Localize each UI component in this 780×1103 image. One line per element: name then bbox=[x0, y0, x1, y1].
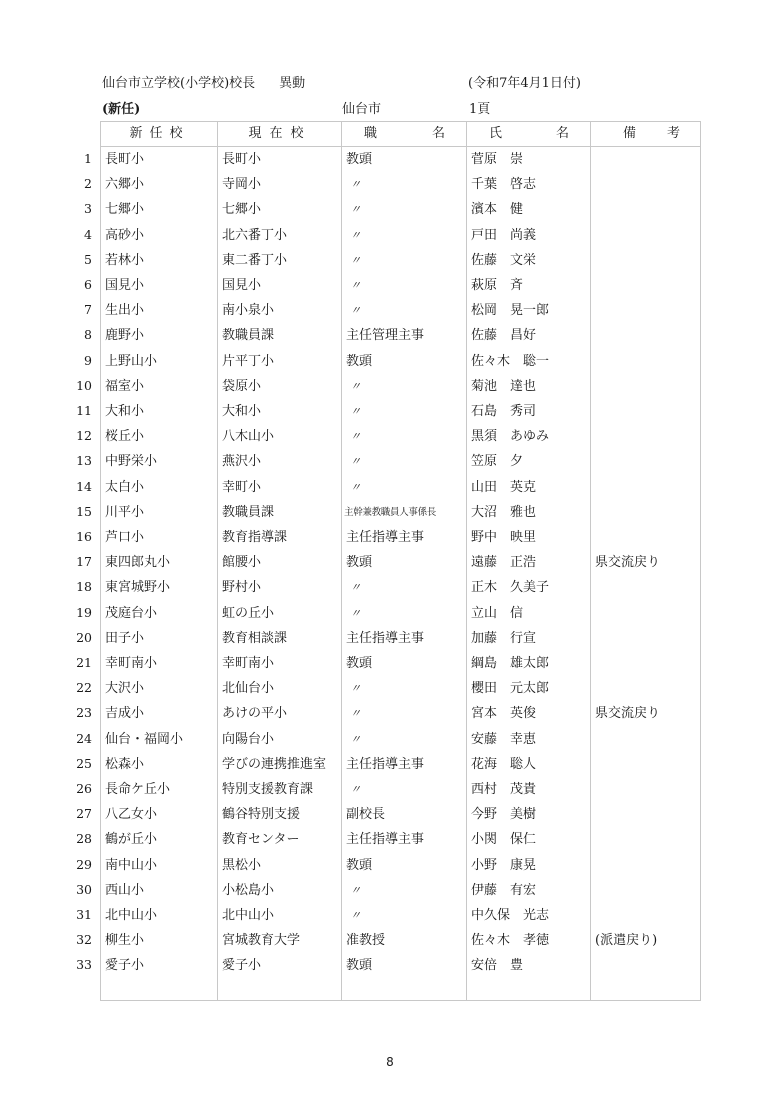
current-school-cell: 北仙台小 bbox=[222, 681, 275, 697]
name-cell: 西村 茂貴 bbox=[471, 782, 537, 797]
name-cell: 菊池 達也 bbox=[471, 378, 537, 394]
name-cell: 千葉 啓志 bbox=[471, 177, 537, 193]
table-row bbox=[101, 802, 700, 827]
position-cell: 〃 bbox=[350, 253, 361, 267]
position-cell: 〃 bbox=[350, 909, 361, 922]
table-row bbox=[101, 953, 700, 978]
row-number: 12 bbox=[76, 428, 92, 444]
new-school-cell: 六郷小 bbox=[105, 177, 145, 193]
position-cell: 教頭 bbox=[346, 555, 373, 571]
table-row bbox=[101, 172, 700, 197]
position-cell: 〃 bbox=[350, 455, 361, 469]
current-school-cell: 教育センター bbox=[222, 832, 300, 848]
position-cell: 教頭 bbox=[346, 958, 373, 974]
position-cell: 〃 bbox=[350, 203, 361, 217]
position-cell: 教頭 bbox=[346, 353, 373, 369]
position-cell: 主任指導主事 bbox=[346, 832, 425, 848]
table-row bbox=[101, 349, 700, 374]
current-school-cell: 野村小 bbox=[222, 580, 262, 596]
table-row bbox=[101, 500, 700, 525]
name-cell: 小野 康晃 bbox=[471, 857, 537, 873]
name-cell: 戸田 尚義 bbox=[471, 227, 537, 243]
position-cell: 主任指導主事 bbox=[346, 530, 425, 545]
new-school-cell: 松森小 bbox=[105, 756, 145, 772]
new-school-cell: 若林小 bbox=[105, 252, 145, 268]
table-row bbox=[101, 248, 700, 273]
new-school-cell: 吉成小 bbox=[105, 706, 145, 722]
new-school-cell: 上野山小 bbox=[105, 353, 158, 369]
position-cell: 〃 bbox=[350, 405, 361, 418]
position-cell: 主幹兼教職員人事係長 bbox=[344, 506, 437, 518]
row-number: 8 bbox=[84, 327, 92, 343]
row-number: 17 bbox=[76, 554, 92, 570]
name-cell: 宮本 英俊 bbox=[471, 706, 537, 722]
current-school-cell: 袋原小 bbox=[222, 378, 262, 394]
new-school-cell: 鹿野小 bbox=[105, 328, 145, 344]
table-row bbox=[101, 853, 700, 878]
current-school-cell: あけの平小 bbox=[222, 706, 288, 722]
current-school-cell: 国見小 bbox=[222, 278, 262, 293]
name-cell: 佐藤 昌好 bbox=[471, 328, 537, 344]
name-cell: 濱本 健 bbox=[471, 202, 524, 218]
position-cell: 〃 bbox=[350, 732, 361, 746]
header-remarks: 備 考 bbox=[623, 126, 680, 141]
position-cell: 〃 bbox=[350, 883, 361, 897]
current-school-cell: 宮城教育大学 bbox=[222, 933, 301, 949]
current-school-cell: 特別支援教育課 bbox=[222, 782, 314, 797]
position-cell: 副校長 bbox=[346, 807, 386, 823]
table-row bbox=[101, 298, 700, 323]
name-cell: 櫻田 元太郎 bbox=[471, 681, 550, 697]
row-number: 2 bbox=[84, 176, 92, 192]
name-cell: 野中 映里 bbox=[471, 530, 537, 545]
row-number: 13 bbox=[76, 453, 92, 469]
name-cell: 石島 秀司 bbox=[471, 404, 537, 419]
position-cell: 主任管理主事 bbox=[346, 328, 425, 344]
new-school-cell: 仙台・福岡小 bbox=[105, 731, 184, 747]
current-school-cell: 大和小 bbox=[222, 404, 262, 419]
name-cell: 中久保 光志 bbox=[471, 908, 550, 923]
row-number: 5 bbox=[84, 251, 92, 267]
row-number: 3 bbox=[84, 201, 92, 217]
title-text: 仙台市立学校(小学校)校長 bbox=[102, 76, 256, 91]
row-number: 24 bbox=[76, 730, 92, 746]
row-number: 11 bbox=[76, 403, 92, 418]
row-number: 28 bbox=[76, 831, 92, 847]
name-cell: 小関 保仁 bbox=[471, 832, 537, 848]
new-school-cell: 中野栄小 bbox=[105, 454, 158, 470]
row-number: 22 bbox=[76, 680, 92, 696]
new-school-cell: 川平小 bbox=[105, 504, 145, 520]
new-school-cell: 大沢小 bbox=[105, 681, 145, 697]
table-row bbox=[101, 575, 700, 600]
new-school-cell: 幸町南小 bbox=[105, 656, 158, 671]
name-cell: 佐藤 文栄 bbox=[471, 252, 537, 268]
name-cell: 山田 英克 bbox=[471, 479, 537, 495]
current-school-cell: 教職員課 bbox=[222, 504, 275, 520]
table-row bbox=[101, 928, 700, 953]
name-cell: 菅原 崇 bbox=[471, 152, 524, 167]
new-school-cell: 国見小 bbox=[105, 278, 145, 293]
header-current-school: 現在校 bbox=[248, 126, 312, 141]
remarks-cell: 県交流戻り bbox=[595, 555, 661, 571]
name-cell: 大沼 雅也 bbox=[471, 504, 537, 520]
table-row bbox=[101, 878, 700, 903]
name-cell: 加藤 行宣 bbox=[471, 630, 537, 646]
new-school-cell: 東宮城野小 bbox=[105, 580, 171, 596]
position-cell: 〃 bbox=[350, 707, 361, 721]
current-school-cell: 向陽台小 bbox=[222, 731, 275, 747]
row-number: 21 bbox=[76, 655, 92, 670]
position-cell: 教頭 bbox=[346, 656, 373, 671]
table-row bbox=[101, 701, 700, 726]
current-school-cell: 鶴谷特別支援 bbox=[222, 807, 301, 823]
new-school-cell: 南中山小 bbox=[105, 857, 158, 873]
row-number: 9 bbox=[84, 352, 92, 368]
current-school-cell: 八木山小 bbox=[222, 429, 275, 445]
position-cell: 准教授 bbox=[346, 933, 386, 949]
name-cell: 佐々木 孝徳 bbox=[471, 933, 550, 949]
table-row bbox=[101, 550, 700, 575]
name-cell: 萩原 斉 bbox=[471, 278, 524, 293]
name-cell: 笠原 夕 bbox=[471, 454, 524, 470]
new-school-cell: 田子小 bbox=[105, 630, 145, 646]
position-cell: 〃 bbox=[350, 480, 361, 494]
name-cell: 今野 美樹 bbox=[471, 807, 537, 823]
new-school-cell: 太白小 bbox=[105, 479, 145, 495]
name-cell: 綱島 雄太郎 bbox=[471, 656, 550, 671]
position-cell: 〃 bbox=[350, 178, 361, 192]
current-school-cell: 片平丁小 bbox=[222, 353, 275, 369]
document-title bbox=[102, 76, 305, 92]
position-cell: 〃 bbox=[350, 379, 361, 393]
new-school-cell: 桜丘小 bbox=[105, 429, 145, 445]
table-row bbox=[101, 374, 700, 399]
table-row bbox=[101, 223, 700, 248]
new-school-cell: 西山小 bbox=[105, 882, 145, 898]
position-cell: 〃 bbox=[350, 581, 361, 595]
new-school-cell: 東四郎丸小 bbox=[105, 555, 171, 571]
table-row bbox=[101, 903, 700, 928]
section-label: (新任) bbox=[102, 102, 141, 117]
row-number: 6 bbox=[84, 277, 92, 292]
table-row bbox=[101, 424, 700, 449]
new-school-cell: 高砂小 bbox=[105, 227, 145, 243]
page-number: 8 bbox=[386, 1055, 394, 1069]
name-cell: 正木 久美子 bbox=[471, 580, 550, 596]
table-row bbox=[101, 399, 700, 424]
position-cell: 〃 bbox=[350, 682, 361, 696]
row-number: 4 bbox=[84, 226, 92, 242]
current-school-cell: 東二番丁小 bbox=[222, 252, 288, 268]
new-school-cell: 福室小 bbox=[105, 378, 145, 394]
current-school-cell: 長町小 bbox=[222, 152, 262, 167]
name-cell: 安倍 豊 bbox=[471, 958, 524, 974]
current-school-cell: 北六番丁小 bbox=[222, 227, 288, 243]
name-cell: 花海 聡人 bbox=[471, 756, 537, 772]
current-school-cell: 幸町小 bbox=[222, 479, 262, 495]
row-number: 27 bbox=[76, 806, 92, 822]
row-number: 23 bbox=[76, 705, 92, 721]
remarks-cell: 県交流戻り bbox=[595, 706, 661, 722]
new-school-cell: 愛子小 bbox=[105, 958, 145, 974]
new-school-cell: 柳生小 bbox=[105, 933, 145, 949]
header-name: 氏 名 bbox=[489, 126, 569, 141]
row-number: 15 bbox=[76, 503, 92, 519]
title-suffix: 異動 bbox=[279, 76, 306, 91]
new-school-cell: 芦口小 bbox=[105, 530, 145, 545]
position-cell: 教頭 bbox=[346, 152, 373, 167]
current-school-cell: 南小泉小 bbox=[222, 303, 275, 319]
current-school-cell: 愛子小 bbox=[222, 958, 262, 974]
table-row bbox=[101, 651, 700, 676]
table-row bbox=[101, 475, 700, 500]
name-cell: 松岡 晃一郎 bbox=[471, 303, 550, 319]
row-number: 7 bbox=[84, 302, 92, 318]
table-header-row bbox=[101, 122, 700, 147]
new-school-cell: 長命ケ丘小 bbox=[105, 782, 171, 797]
row-number: 29 bbox=[76, 856, 92, 872]
personnel-table bbox=[100, 121, 701, 1001]
current-school-cell: 寺岡小 bbox=[222, 177, 262, 193]
name-cell: 安藤 幸恵 bbox=[471, 731, 537, 747]
header-new-school: 新任校 bbox=[129, 126, 190, 141]
new-school-cell: 八乙女小 bbox=[105, 807, 158, 823]
position-cell: 〃 bbox=[350, 304, 361, 318]
row-number: 10 bbox=[76, 377, 92, 393]
city-label: 仙台市 bbox=[342, 102, 382, 117]
table-row bbox=[101, 147, 700, 172]
current-school-cell: 虹の丘小 bbox=[222, 605, 275, 621]
name-cell: 立山 信 bbox=[471, 605, 524, 621]
row-number: 30 bbox=[76, 881, 92, 897]
page-reference: 1頁 bbox=[469, 102, 491, 117]
remarks-cell: (派遣戻り) bbox=[595, 933, 658, 949]
name-cell: 佐々木 聡一 bbox=[471, 353, 550, 369]
position-cell: 主任指導主事 bbox=[346, 630, 425, 646]
current-school-cell: 黒松小 bbox=[222, 857, 262, 873]
position-cell: 〃 bbox=[350, 606, 361, 620]
effective-date: (令和7年4月1日付) bbox=[468, 76, 581, 91]
row-number: 19 bbox=[76, 604, 92, 620]
new-school-cell: 鶴が丘小 bbox=[105, 832, 158, 848]
position-cell: 主任指導主事 bbox=[346, 756, 425, 772]
new-school-cell: 大和小 bbox=[105, 404, 145, 419]
new-school-cell: 長町小 bbox=[105, 152, 145, 167]
new-school-cell: 北中山小 bbox=[105, 908, 158, 923]
current-school-cell: 学びの連携推進室 bbox=[222, 756, 327, 772]
current-school-cell: 小松島小 bbox=[222, 882, 275, 898]
row-number: 26 bbox=[76, 781, 92, 796]
current-school-cell: 幸町南小 bbox=[222, 656, 275, 671]
current-school-cell: 教育相談課 bbox=[222, 630, 288, 646]
position-cell: 〃 bbox=[350, 783, 361, 796]
new-school-cell: 茂庭台小 bbox=[105, 605, 158, 621]
current-school-cell: 七郷小 bbox=[222, 202, 262, 218]
name-cell: 遠藤 正浩 bbox=[471, 555, 537, 571]
name-cell: 伊藤 有宏 bbox=[471, 882, 537, 898]
table-row bbox=[101, 323, 700, 348]
new-school-cell: 生出小 bbox=[105, 303, 145, 319]
table-row bbox=[101, 777, 700, 802]
table-row bbox=[101, 752, 700, 777]
row-number: 25 bbox=[76, 755, 92, 771]
position-cell: 教頭 bbox=[346, 857, 373, 873]
current-school-cell: 北中山小 bbox=[222, 908, 275, 923]
new-school-cell: 七郷小 bbox=[105, 202, 145, 218]
table-row bbox=[101, 676, 700, 701]
name-cell: 黒須 あゆみ bbox=[471, 429, 550, 445]
row-number: 1 bbox=[84, 151, 92, 166]
table-row bbox=[101, 727, 700, 752]
table-row bbox=[101, 525, 700, 550]
row-number: 18 bbox=[76, 579, 92, 595]
current-school-cell: 教育指導課 bbox=[222, 530, 288, 545]
current-school-cell: 館腰小 bbox=[222, 555, 262, 571]
current-school-cell: 燕沢小 bbox=[222, 454, 262, 470]
position-cell: 〃 bbox=[350, 228, 361, 242]
row-number: 32 bbox=[76, 932, 92, 948]
table-row bbox=[101, 601, 700, 626]
row-number: 14 bbox=[76, 478, 92, 494]
table-row bbox=[101, 273, 700, 298]
table-row bbox=[101, 626, 700, 651]
row-number: 16 bbox=[76, 529, 92, 544]
position-cell: 〃 bbox=[350, 279, 361, 292]
table-row bbox=[101, 449, 700, 474]
current-school-cell: 教職員課 bbox=[222, 328, 275, 344]
row-number: 31 bbox=[76, 907, 92, 922]
table-row bbox=[101, 827, 700, 852]
row-number: 33 bbox=[76, 957, 92, 973]
header-position: 職 名 bbox=[364, 126, 445, 141]
row-number: 20 bbox=[76, 629, 92, 645]
table-row bbox=[101, 197, 700, 222]
position-cell: 〃 bbox=[350, 430, 361, 444]
